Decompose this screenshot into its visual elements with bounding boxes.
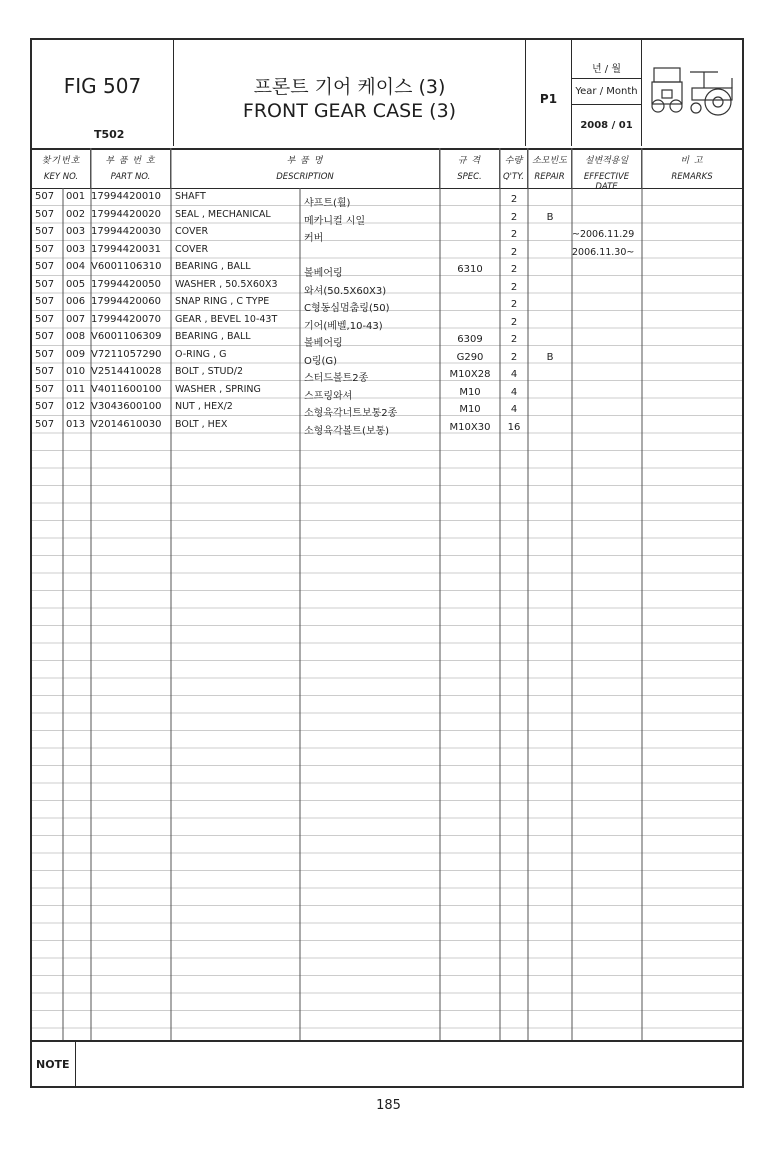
quantity: 16 [507, 421, 521, 433]
key-number: 007 [66, 313, 86, 325]
part-number: V6001106309 [91, 331, 162, 342]
description-korean: 커버 [304, 233, 324, 244]
fig-code: 507 [35, 243, 55, 255]
key-number: 003 [66, 226, 86, 237]
fig-number: FIG 507 [63, 74, 142, 98]
description-korean: 샤프트(휠) [304, 198, 351, 209]
fig-code: 507 [35, 418, 55, 430]
year-month-korean: 년 / 월 [591, 64, 622, 75]
key-number: 006 [66, 296, 86, 307]
fig-code: 507 [35, 366, 55, 377]
key-number: 002 [66, 208, 86, 220]
fig-code: 507 [35, 208, 55, 220]
col-remarks: 비 고 REMARKS [671, 156, 713, 182]
table-row [32, 258, 742, 279]
spec-value: 6309 [457, 334, 483, 345]
key-number: 008 [66, 331, 86, 342]
table-row [32, 293, 742, 314]
spec-value: M10X30 [449, 421, 491, 433]
part-number: 17994420020 [91, 208, 161, 220]
key-number: 003 [66, 243, 86, 255]
title-english: FRONT GEAR CASE (3) [242, 100, 457, 122]
quantity: 2 [510, 229, 518, 240]
spec-value: 6310 [457, 264, 483, 275]
description-english: COVER [175, 226, 209, 237]
description-korean: 와셔(50.5X60X3) [304, 285, 387, 297]
quantity: 2 [510, 246, 518, 258]
fig-code: 507 [35, 313, 55, 325]
repair-frequency: B [546, 351, 554, 363]
description-korean: C형동심멈춤링(50) [304, 303, 390, 314]
table-row [32, 188, 742, 209]
page-code: P1 [539, 92, 558, 106]
part-number: 17994420060 [91, 296, 161, 307]
key-number: 011 [66, 383, 86, 395]
description-english: NUT , HEX/2 [175, 401, 233, 412]
key-number: 012 [66, 401, 86, 412]
col-repair: 소모빈도 REPAIR [528, 148, 572, 188]
table-row [32, 311, 742, 332]
part-number: V3043600100 [91, 401, 162, 412]
description-korean: O링(G) [304, 355, 338, 367]
col-spec: 규 격 SPEC. [440, 148, 500, 188]
sheet-header [32, 40, 742, 150]
note-label: NOTE [36, 1058, 70, 1071]
description-english: SHAFT [175, 191, 206, 202]
key-number: 009 [66, 348, 86, 360]
description-korean: 스터드볼트2종 [304, 373, 369, 384]
repair-frequency: B [546, 211, 554, 223]
page-number: 185 [376, 1098, 401, 1113]
spec-value: G290 [456, 351, 484, 363]
description-korean: 기어(베벨,10-43) [304, 320, 383, 332]
table-row [32, 206, 742, 227]
fig-code: 507 [35, 348, 55, 360]
description-english: GEAR , BEVEL 10-43T [175, 313, 278, 325]
table-row [32, 241, 742, 259]
description-english: O-RING , G [175, 348, 227, 360]
image-cell [642, 40, 742, 146]
note-section [32, 1040, 742, 1088]
effective-date: 2006.11.30~ [572, 246, 635, 258]
column-headers [32, 148, 742, 192]
description-korean: 메카니컬 시일 [304, 215, 366, 227]
parts-sheet [30, 38, 744, 1088]
table-row [32, 276, 742, 297]
description-korean: 볼베어링 [304, 268, 343, 279]
fig-code: 507 [35, 296, 55, 307]
spec-value: M10X28 [449, 369, 491, 380]
fig-code: 507 [35, 191, 55, 202]
key-number: 010 [66, 366, 86, 377]
key-number: 001 [66, 191, 86, 202]
description-korean: 소형육각볼트(보통) [304, 425, 390, 437]
part-number: 17994420031 [91, 243, 161, 255]
quantity: 2 [510, 211, 518, 223]
tractor-icon [648, 64, 738, 120]
fig-cell [32, 40, 174, 146]
fig-code: 507 [35, 226, 55, 237]
description-english: BOLT , HEX [175, 418, 228, 430]
spec-value: M10 [459, 386, 481, 398]
col-qty: 수량 Q'TY. [500, 148, 528, 188]
description-korean: 볼베어링 [304, 338, 343, 349]
description-english: WASHER , 50.5X60X3 [175, 278, 278, 290]
title-cell [174, 40, 526, 146]
description-english: SEAL , MECHANICAL [175, 208, 271, 220]
fig-code: 507 [35, 401, 55, 412]
issue-date: 2008 / 01 [580, 120, 633, 131]
description-korean: 소형육각너트보통2종 [304, 408, 398, 419]
part-number: 17994420010 [91, 191, 161, 202]
table-row [32, 328, 742, 349]
description-english: WASHER , SPRING [175, 383, 261, 395]
note-label-cell [32, 1042, 76, 1088]
col-effective-date: 설변적용일 EFFECTIVE DATE [572, 148, 642, 188]
quantity: 2 [510, 194, 518, 205]
part-number: V6001106310 [91, 261, 162, 272]
part-number: 17994420030 [91, 226, 161, 237]
part-number: 17994420070 [91, 313, 161, 325]
quantity: 2 [510, 316, 518, 328]
year-month-english: Year / Month [575, 86, 638, 97]
part-number: 17994420050 [91, 278, 161, 290]
part-number: V2014610030 [91, 418, 162, 430]
fig-code: 507 [35, 331, 55, 342]
quantity: 2 [510, 299, 518, 310]
fig-code: 507 [35, 383, 55, 395]
table-row [32, 416, 742, 437]
part-number: V2514410028 [91, 366, 162, 377]
table-row [32, 223, 742, 244]
description-english: BOLT , STUD/2 [175, 366, 244, 377]
description-english: BEARING , BALL [175, 331, 251, 342]
col-key-no: 찾기번호 KEY NO. [32, 148, 91, 188]
part-number: V7211057290 [91, 348, 162, 360]
fig-code: 507 [35, 278, 55, 290]
table-row [32, 363, 742, 384]
part-number: V4011600100 [91, 383, 162, 395]
description-english: SNAP RING , C TYPE [175, 296, 270, 307]
quantity: 2 [510, 264, 518, 275]
key-number: 013 [66, 418, 86, 430]
model-code: T502 [94, 128, 125, 141]
key-number: 004 [66, 261, 86, 272]
quantity: 2 [510, 334, 518, 345]
table-row [32, 346, 742, 367]
col-part-no: 부 품 번 호 PART NO. [91, 148, 171, 188]
year-month-cell [572, 40, 642, 146]
description-english: BEARING , BALL [175, 261, 251, 272]
quantity: 4 [510, 386, 518, 398]
quantity: 4 [510, 404, 518, 415]
fig-code: 507 [35, 261, 55, 272]
quantity: 2 [510, 281, 518, 293]
spec-value: M10 [459, 404, 481, 415]
description-korean: 스프링와셔 [304, 390, 353, 402]
title-korean: 프론트 기어 케이스 (3) [253, 76, 446, 98]
quantity: 4 [510, 369, 518, 380]
table-row [32, 381, 742, 402]
col-description: 부 품 명 DESCRIPTION [171, 148, 440, 188]
effective-date: ~2006.11.29 [572, 229, 635, 240]
description-english: COVER [175, 243, 209, 255]
key-number: 005 [66, 278, 86, 290]
table-row [32, 398, 742, 419]
page-cell [526, 40, 572, 146]
quantity: 2 [510, 351, 518, 363]
